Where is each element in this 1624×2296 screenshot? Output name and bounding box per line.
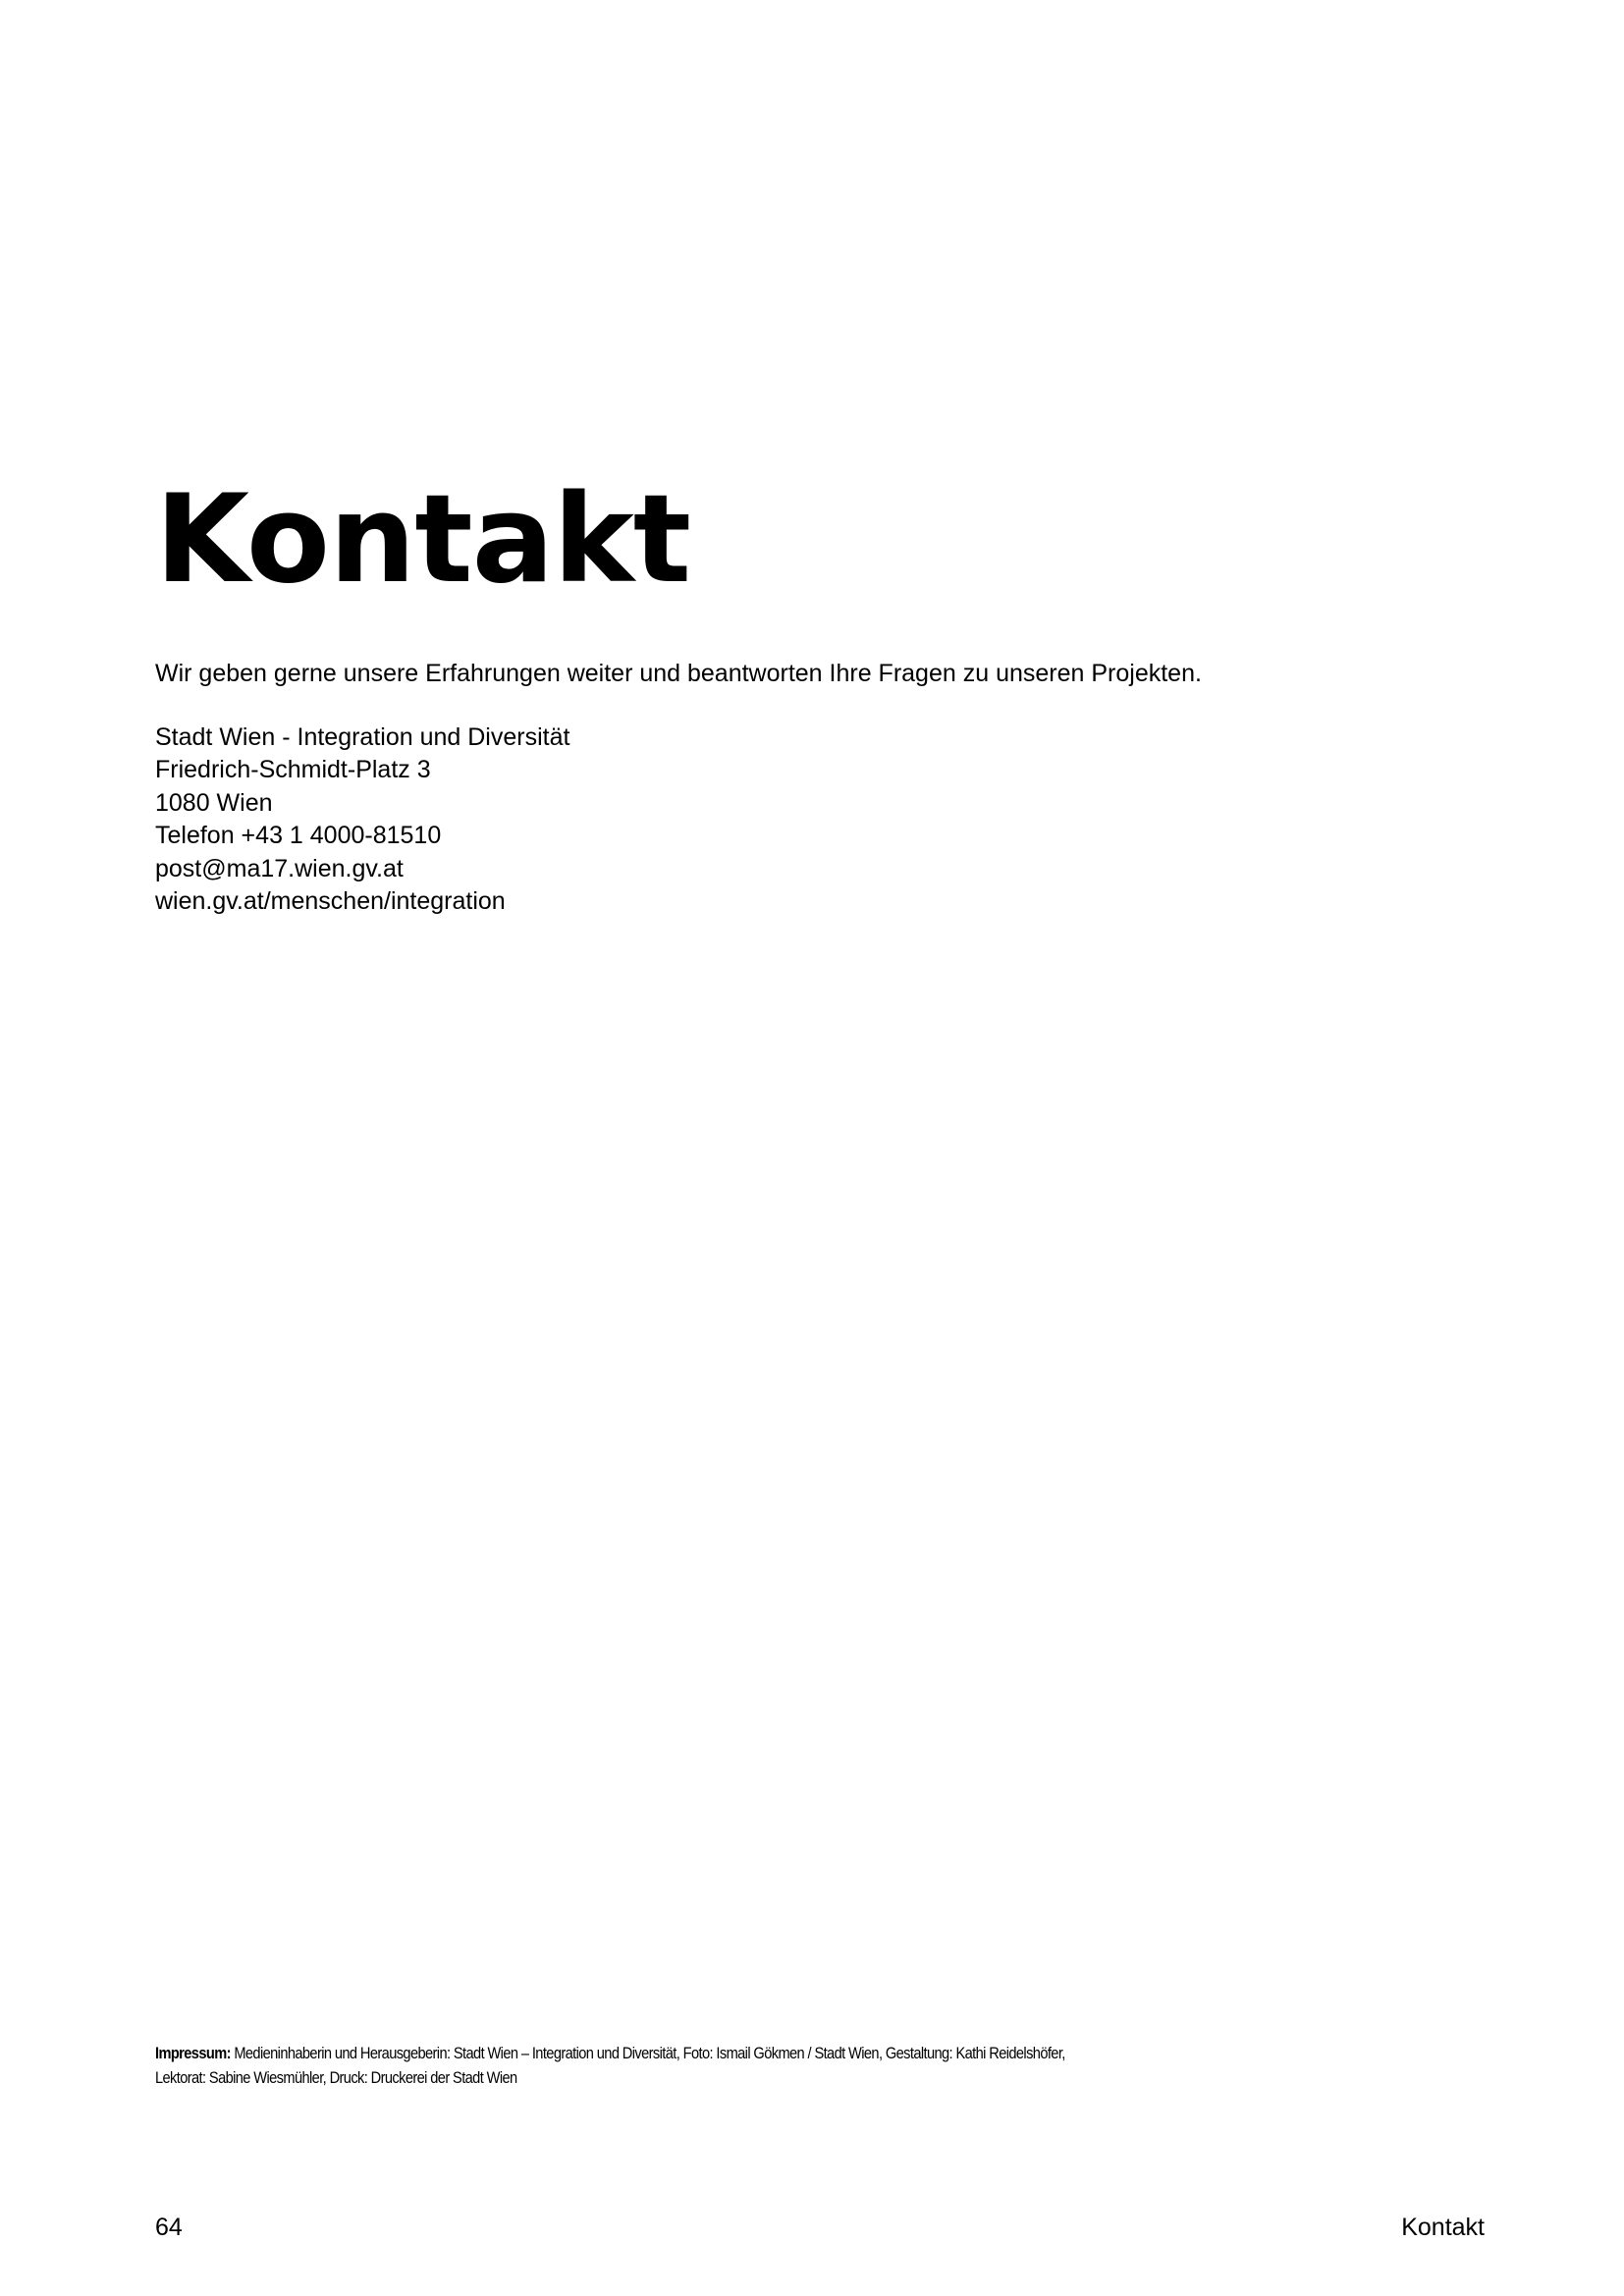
impressum-line-2: Lektorat: Sabine Wiesmühler, Druck: Druckerei der Stadt Wien (155, 2068, 517, 2087)
contact-street: Friedrich-Schmidt-Platz 3 (155, 756, 431, 784)
page-title: Kontakt (155, 469, 691, 611)
impressum-label: Impressum: (155, 2044, 231, 2062)
contact-email-link[interactable]: post@ma17.wien.gv.at (155, 854, 404, 882)
contact-website-link[interactable]: wien.gv.at/menschen/integration (155, 887, 506, 916)
contact-organization: Stadt Wien - Integration und Diversität (155, 723, 570, 751)
running-section-title: Kontakt (1401, 2214, 1485, 2241)
contact-address-block (155, 721, 569, 918)
contact-city: 1080 Wien (155, 788, 273, 817)
impressum (155, 2041, 1253, 2090)
page-number: 64 (155, 2214, 183, 2241)
intro-text: Wir geben gerne unsere Erfahrungen weiter und beantworten Ihre Fragen zu unseren Projekten. (155, 660, 1202, 687)
contact-phone: Telefon +43 1 4000-81510 (155, 822, 442, 850)
impressum-line-1: Medieninhaberin und Herausgeberin: Stadt Wien – Integration und Diversität, Foto: Ismail Gökmen / Stadt Wien, Gestaltung: Kathi Reidelshöfer, (234, 2044, 1065, 2062)
